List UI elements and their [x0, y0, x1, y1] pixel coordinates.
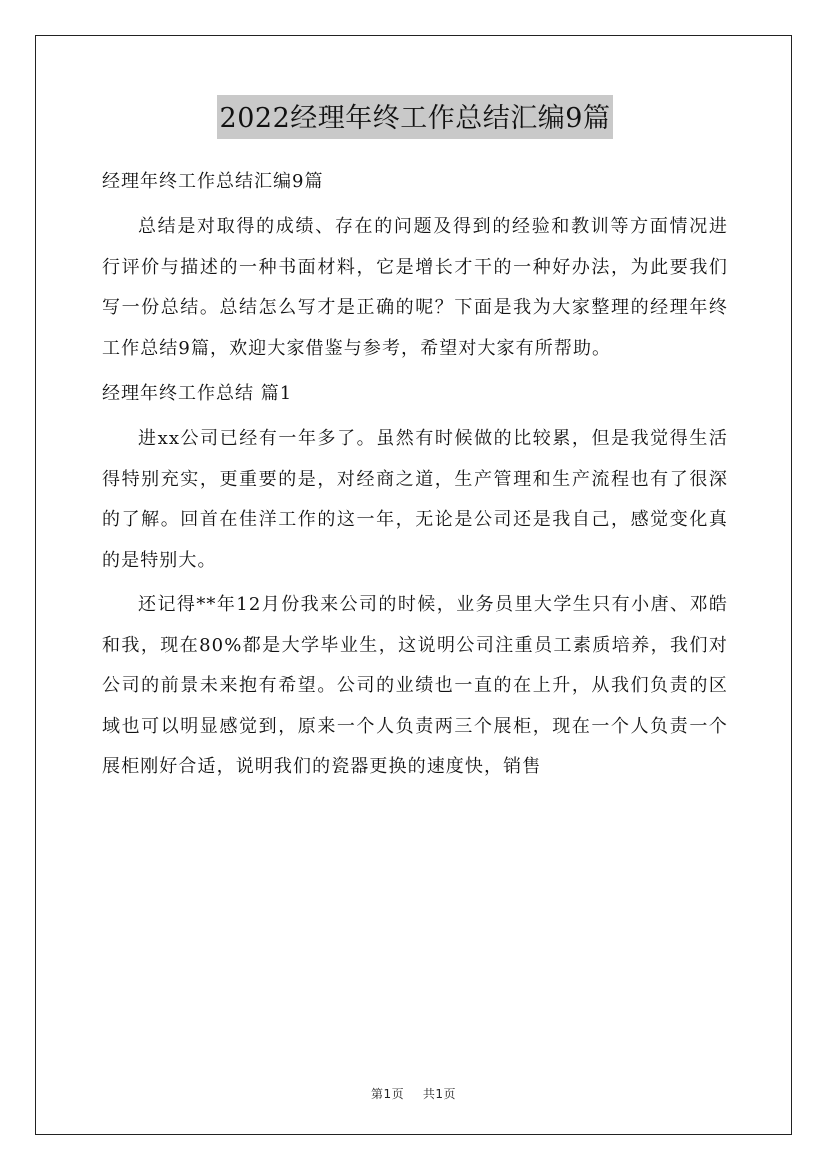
title-wrapper — [102, 95, 728, 139]
document-title: 2022经理年终工作总结汇编9篇 — [217, 95, 614, 139]
page-number: 第1页 — [371, 1087, 405, 1101]
document-body — [102, 95, 728, 792]
section-1-paragraph-2: 还记得**年12月份我来公司的时候，业务员里大学生只有小唐、邓皓和我，现在80%都是大学毕业生，这说明公司注重员工素质培养，我们对公司的前景未来抱有希望。公司的业绩也一直的在上升，从我们负责的区域也可以明显感觉到，原来一个人负责两三个展柜，现在一个人负责一个展柜刚好合适，说明我们的瓷器更换的速度快，销售 — [102, 594, 728, 777]
page-footer — [0, 1085, 827, 1102]
section-1-paragraph-1: 进xx公司已经有一年多了。虽然有时候做的比较累，但是我觉得生活得特别充实，更重要的是，对经商之道，生产管理和生产流程也有了很深的了解。回首在佳洋工作的这一年，无论是公司还是我自己，感觉变化真的是特别大。 — [102, 428, 728, 571]
document-subtitle: 经理年终工作总结汇编9篇 — [102, 171, 324, 192]
total-pages: 共1页 — [422, 1087, 456, 1101]
section-heading-1: 经理年终工作总结 篇1 — [102, 383, 293, 404]
intro-paragraph: 总结是对取得的成绩、存在的问题及得到的经验和教训等方面情况进行评价与描述的一种书面材料，它是增长才干的一种好办法，为此要我们写一份总结。总结怎么写才是正确的呢？下面是我为大家整理的经理年终工作总结9篇，欢迎大家借鉴与参考，希望对大家有所帮助。 — [102, 216, 728, 359]
